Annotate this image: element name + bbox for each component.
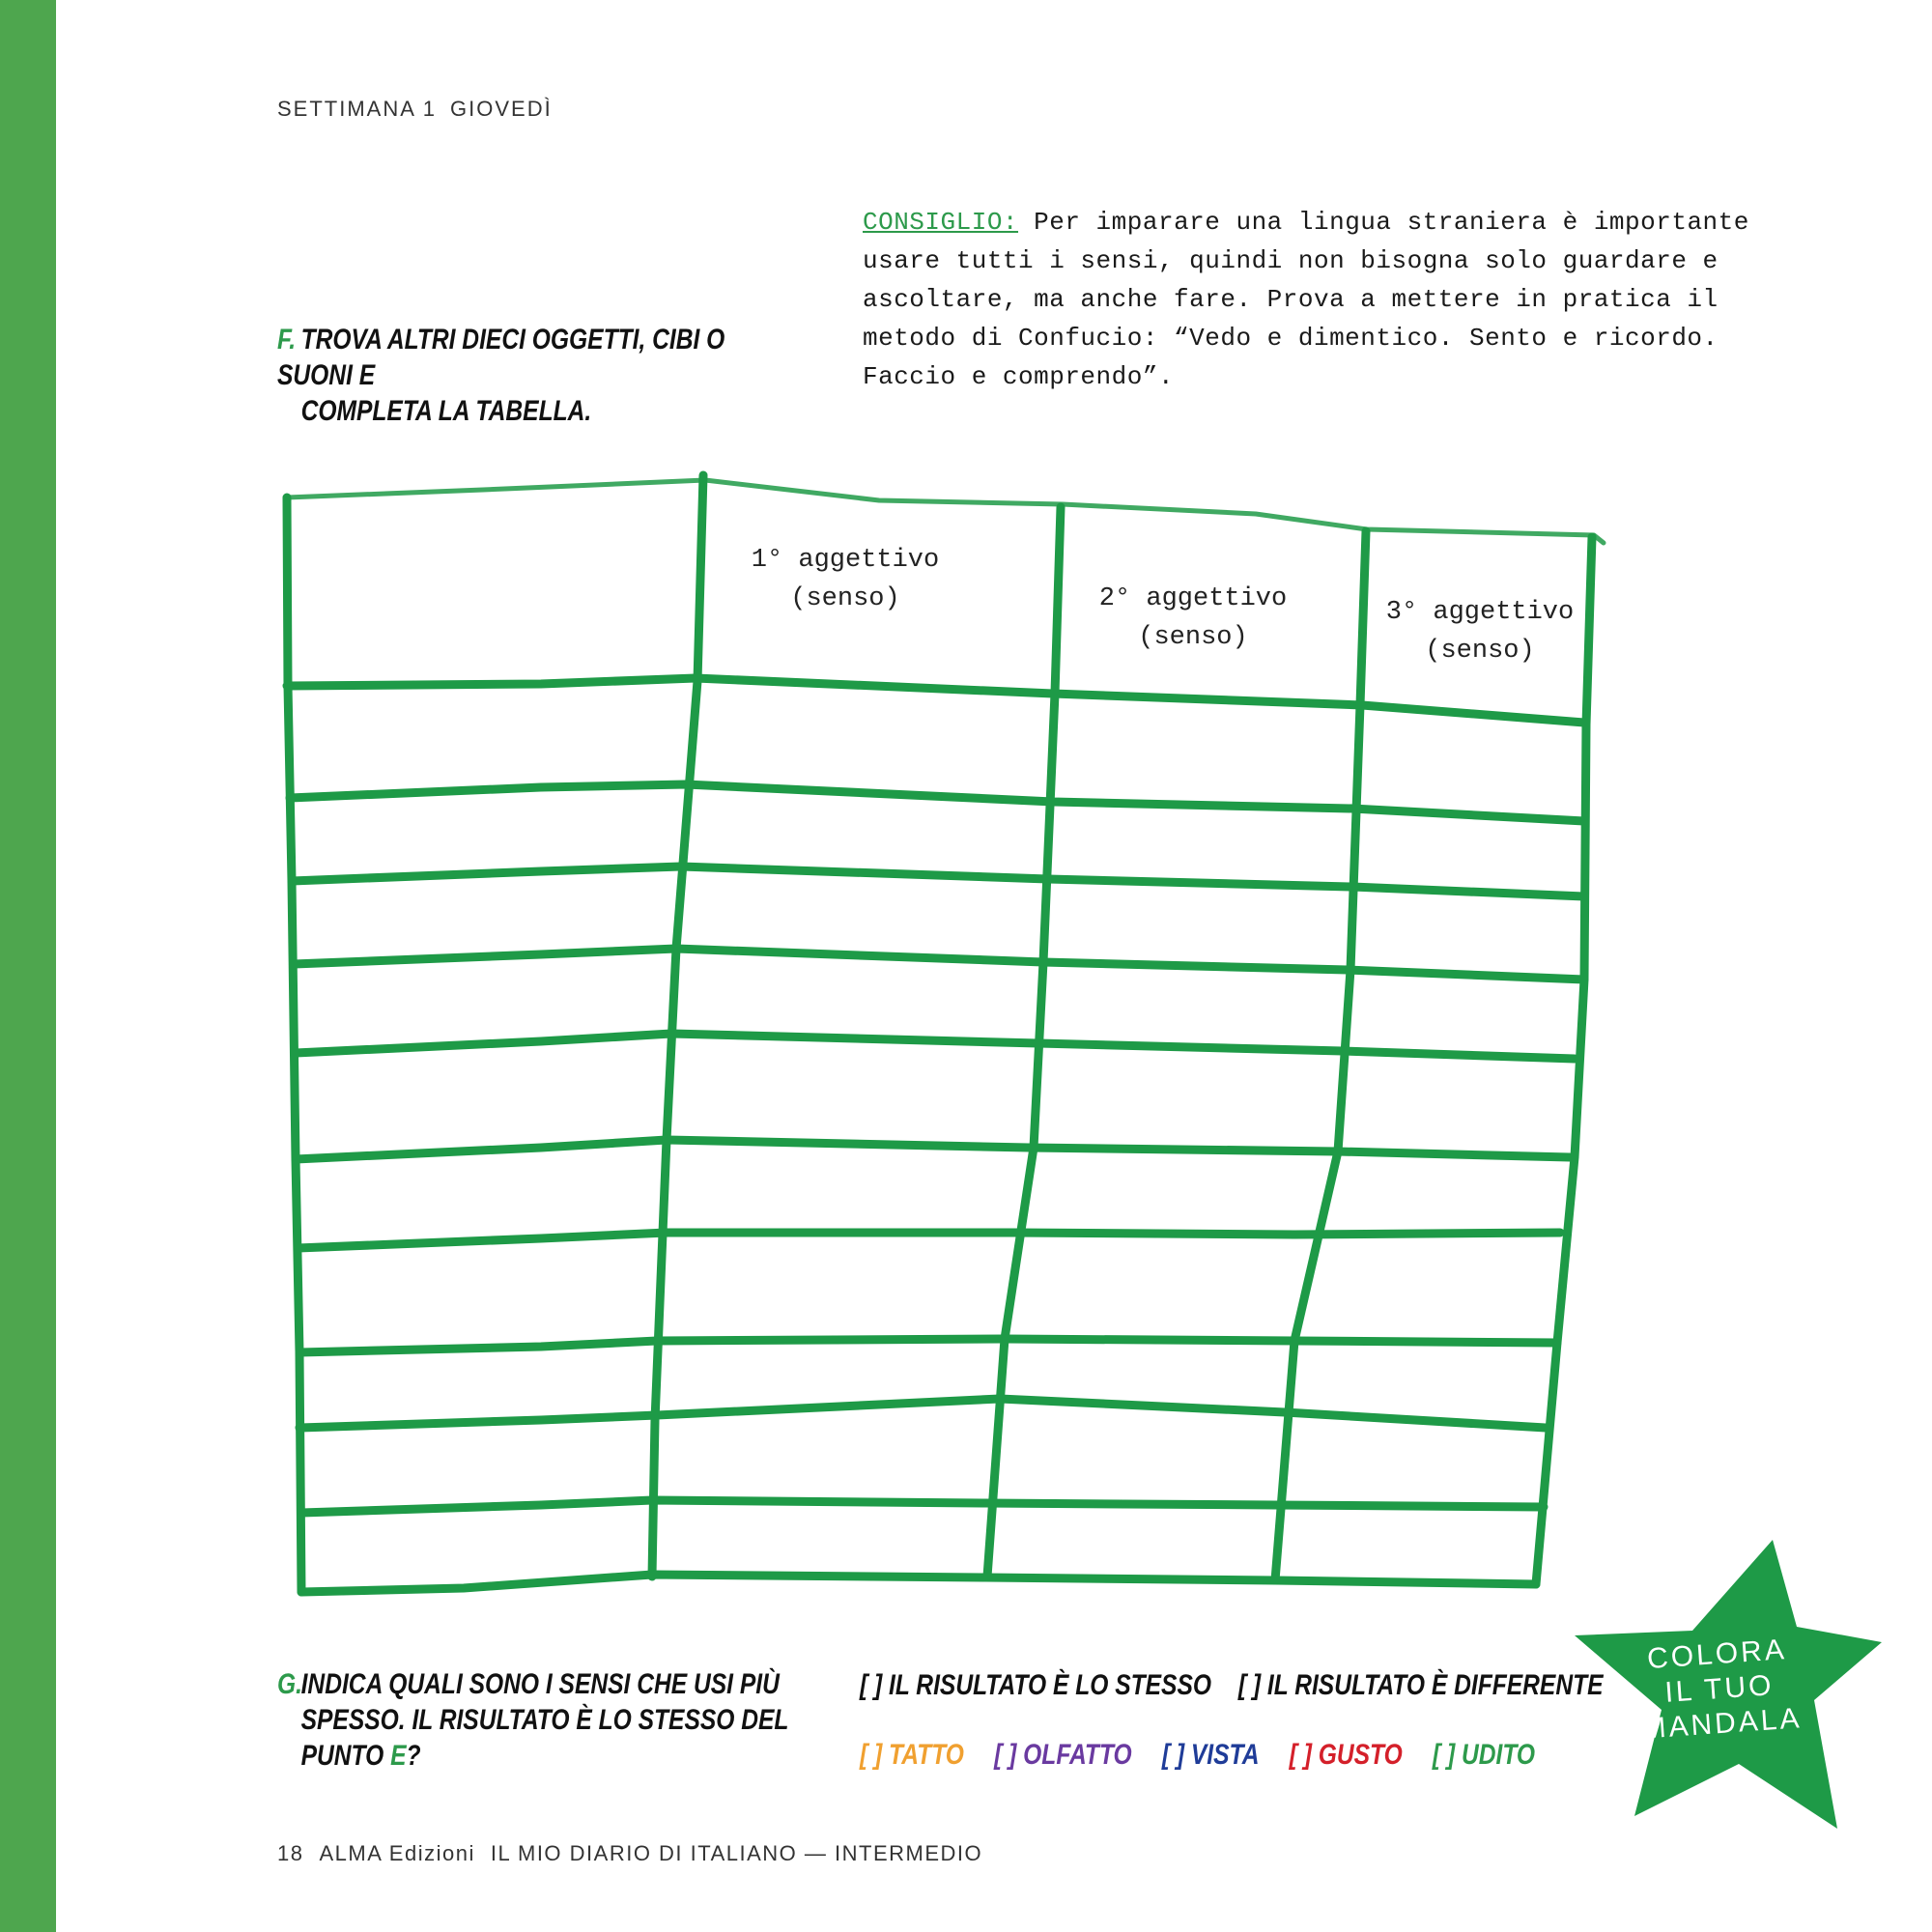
column-header-1-line1: 1° aggettivo (751, 546, 940, 575)
table-row-line (294, 949, 1584, 980)
sense-olfatto-checkbox[interactable]: [ ] OLFATTO (994, 1739, 1132, 1771)
table-row-line (301, 1500, 1544, 1513)
column-header-1 (729, 541, 961, 618)
task-f-letter: F. (277, 324, 297, 355)
table-column-line (1275, 531, 1366, 1580)
publisher: ALMA Edizioni (319, 1841, 475, 1865)
task-g-ref-letter: E (390, 1740, 407, 1772)
task-g-line1: INDICA QUALI SONO I SENSI CHE USI PIÙ (300, 1668, 780, 1700)
star-caption (1619, 1631, 1819, 1748)
table-row-line (296, 1034, 1575, 1059)
column-header-2-line2: (senso) (1138, 623, 1248, 652)
page-number: 18 (277, 1841, 304, 1865)
table-bottom-border (301, 1575, 1536, 1592)
column-header-1-line2: (senso) (790, 584, 900, 613)
day-label: GIOVEDÌ (450, 97, 553, 121)
task-g-letter: G. (277, 1668, 302, 1700)
task-g-line3a: PUNTO (300, 1740, 384, 1772)
table-row-line (287, 678, 1584, 723)
column-header-3-line1: 3° aggettivo (1385, 598, 1575, 627)
result-same-checkbox[interactable]: [ ] IL RISULTATO È LO STESSO (860, 1669, 1212, 1701)
table-row-line (290, 784, 1584, 821)
table-row-line (292, 867, 1584, 896)
table-row-line (299, 1339, 1557, 1352)
sense-udito-checkbox[interactable]: [ ] UDITO (1432, 1739, 1536, 1771)
table-row-line (299, 1399, 1546, 1428)
column-header-2 (1077, 580, 1309, 657)
week-label: SETTIMANA 1 (277, 97, 438, 121)
table-row-line (298, 1233, 1560, 1248)
result-options (860, 1669, 1604, 1702)
sense-gusto-checkbox[interactable]: [ ] GUSTO (1289, 1739, 1403, 1771)
sense-vista-checkbox[interactable]: [ ] VISTA (1161, 1739, 1260, 1771)
star-line1: COLORA (1646, 1634, 1788, 1676)
tip-text: Per imparare una lingua straniera è importante usare tutti i sensi, quindi non bisogna solo guardare e ascoltare, ma anche fare. Prova a mettere in pratica il metodo di Confucio: “Vedo e dimentico. Sento e ricordo. Faccio e comprendo”. (863, 208, 1749, 391)
table-left-border (287, 497, 301, 1592)
star-line3: MANDALA (1640, 1702, 1804, 1746)
task-g-instruction (277, 1666, 792, 1774)
column-header-3-line2: (senso) (1425, 637, 1535, 666)
sense-tatto-checkbox[interactable]: [ ] TATTO (860, 1739, 964, 1771)
table-row-line (296, 1140, 1570, 1159)
table-top-border (287, 480, 1604, 543)
book-title: IL MIO DIARIO DI ITALIANO — INTERMEDIO (490, 1841, 983, 1865)
task-f-line2: COMPLETA LA TABELLA. (300, 395, 592, 427)
task-f-line1: TROVA ALTRI DIECI OGGETTI, CIBI O SUONI E (277, 324, 725, 391)
task-g-line3c: ? (406, 1740, 421, 1772)
result-different-checkbox[interactable]: [ ] IL RISULTATO È DIFFERENTE (1237, 1669, 1604, 1701)
tip-label: CONSIGLIO: (863, 208, 1019, 237)
column-header-3 (1364, 593, 1596, 670)
task-g-line2: SPESSO. IL RISULTATO È LO STESSO DEL (300, 1704, 789, 1736)
column-header-2-line1: 2° aggettivo (1098, 584, 1288, 613)
page-footer (277, 1841, 982, 1866)
sense-options (860, 1739, 1535, 1772)
star-line2: IL TUO (1663, 1669, 1776, 1709)
